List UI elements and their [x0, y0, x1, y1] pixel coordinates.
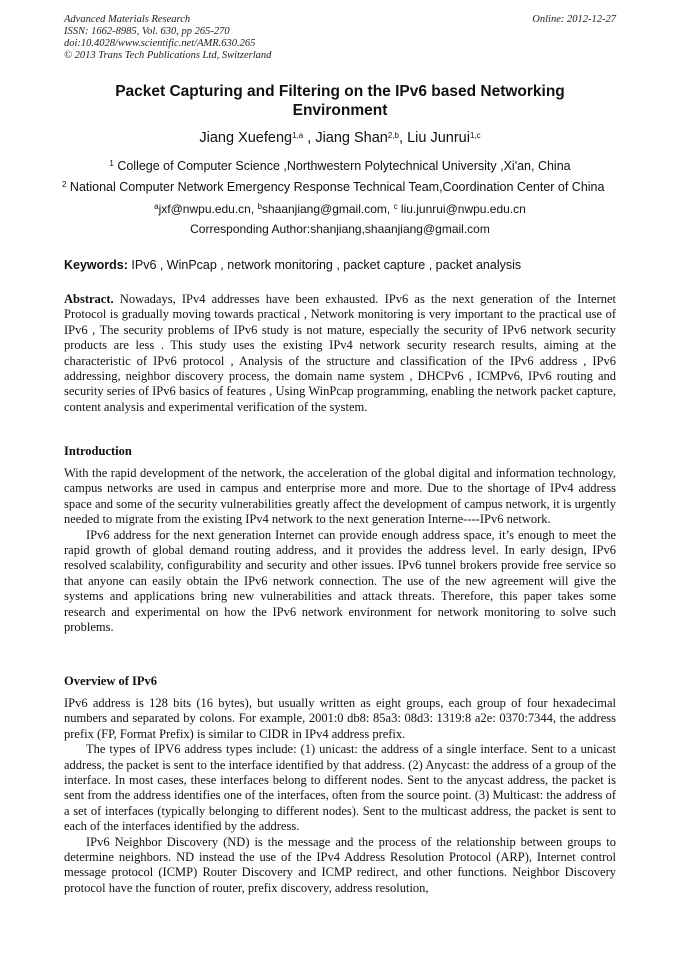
issn-line: ISSN: 1662-8985, Vol. 630, pp 265-270 [64, 26, 230, 37]
overview-paragraph-1: IPv6 address is 128 bits (16 bytes), but usually written as eight groups, each group of four hexadecimal numbers and separated by colons. For example, 2001:0 db8: 85a3: 08d3: 1319:8 a2e: 0370:7344, the address prefix (FP, Format Prefix) is similar to CIDR in IPv4 address prefix. [64, 696, 616, 741]
running-header [64, 14, 616, 62]
author-separator: , [303, 130, 316, 146]
overview-paragraph-2: The types of IPV6 address types include: (1) unicast: the address of a single interface. Sent to a unicast address, the packet is sent to the interface identified by that address. (2) Anycast: the address of a group of the interface. In most cases, these interfaces belong to different nodes. Sent to the anycast address, the packet is sent from the address identifies one of the interfaces, often from the source point. (3) Multicast: the address of a set of interfaces (typically belonging to different nodes). Sent to the multicast address, the packet is sent to each of the interfaces identified by the address. [64, 742, 616, 834]
email-c-marker: c [393, 202, 398, 211]
abstract-text: Nowadays, IPv4 addresses have been exhausted. IPv6 as the next generation of the Internet Protocol is gradually moving towards practical , Network monitoring is very important to the practical use of IPv6 , The security problems of IPv6 study is not mature, especially the security of IPv6 network security products are less . This study uses the existing IPv4 network security research results, aiming at the characteristic of IPv6 protocol , Analysis of the structure and classification of the IPv6 address , IPv6 addressing, neighbor discovery process, the domain name system , DHCPv6 , ICMPv6, IPv6 routing and security series of IPv6 basics of features , Using WinPcap programming, enabling the network packet capture, content analysis and experimental verification of the system. [64, 292, 616, 414]
author-2: Jiang Shan [315, 130, 388, 146]
introduction-paragraph-2: IPv6 address for the next generation Internet can provide enough address space, it’s enough to meet the rapid growth of global demand routing address, and it provides the address level. In early design, IPv6 resolved scalability, configurability and security and other issues. IPv6 tunnel brokers provide free service so that anyone can easily obtain the IPv6 network connection. The use of the new agreement will give the systems and applications bring new vulnerabilities and attack threats. Therefore, this paper takes some research and experimental on how the IPv6 network environment for network monitoring to solve such problems. [64, 527, 616, 635]
overview-paragraph-3: IPv6 Neighbor Discovery (ND) is the message and the process of the relationship between groups to determine neighbors. ND instead the use of the IPv4 Address Resolution Protocol (ARP), Internet control message protocol (ICMP) Router Discovery and ICMP redirect, and other functions. Neighbor Discovery protocol have the function of router, prefix discovery, address resolution, [64, 834, 616, 895]
copyright-line: © 2013 Trans Tech Publications Ltd, Switzerland [64, 50, 272, 61]
email-a-marker: a [154, 202, 159, 211]
paper-title [64, 82, 616, 120]
affiliation-1 [64, 159, 616, 173]
corresponding-author: Corresponding Author:shanjiang,shaanjiang@gmail.com [190, 222, 490, 236]
section-heading-overview: Overview of IPv6 [64, 674, 158, 688]
affiliation-1-number: 1 [109, 159, 114, 168]
title-line-2: Environment [292, 102, 388, 119]
affiliation-2-text: National Computer Network Emergency Response Technical Team,Coordination Center of China [66, 180, 605, 194]
author-3: Liu Junrui [407, 130, 470, 146]
affiliation-2 [62, 180, 622, 194]
journal-name: Advanced Materials Research [64, 14, 191, 25]
author-list [64, 130, 616, 146]
author-3-affiliation: 1,c [469, 131, 481, 140]
introduction-body [64, 466, 616, 635]
email-c[interactable]: liu.junrui@nwpu.edu.cn [397, 202, 526, 216]
title-line-1: Packet Capturing and Filtering on the IPv6 based Networking [115, 83, 565, 100]
keywords-label: Keywords: [64, 258, 128, 272]
affiliation-2-number: 2 [62, 180, 67, 189]
section-heading-introduction: Introduction [64, 444, 132, 458]
overview-body [64, 696, 616, 896]
email-a[interactable]: jxf@nwpu.edu.cn, [158, 202, 258, 216]
author-separator: , [399, 130, 408, 146]
author-emails [64, 202, 616, 216]
email-b[interactable]: shaanjiang@gmail.com, [261, 202, 394, 216]
author-1: Jiang Xuefeng [199, 130, 293, 146]
keywords [64, 258, 616, 272]
email-b-marker: b [257, 202, 262, 211]
keywords-text: IPv6 , WinPcap , network monitoring , packet capture , packet analysis [127, 258, 522, 272]
affiliation-1-text: College of Computer Science ,Northwestern Polytechnical University ,Xi'an, China [113, 159, 571, 173]
online-date: Online: 2012-12-27 [532, 14, 616, 25]
abstract-label: Abstract. [64, 292, 114, 306]
introduction-paragraph-1: With the rapid development of the network, the acceleration of the global digital and information technology, campus networks are used in campus and enterprise more and more. Due to the shortage of IPv4 address space and some of the security vulnerabilities greatly affect the development of campus network, it is urgently needed to migrate from the existing IPv4 network to the next generation Interne----IPv6 network. [64, 466, 616, 527]
abstract [64, 292, 616, 415]
author-1-affiliation: 1,a [292, 131, 304, 140]
doi-line: doi:10.4028/www.scientific.net/AMR.630.265 [64, 38, 256, 49]
author-2-affiliation: 2,b [387, 131, 399, 140]
